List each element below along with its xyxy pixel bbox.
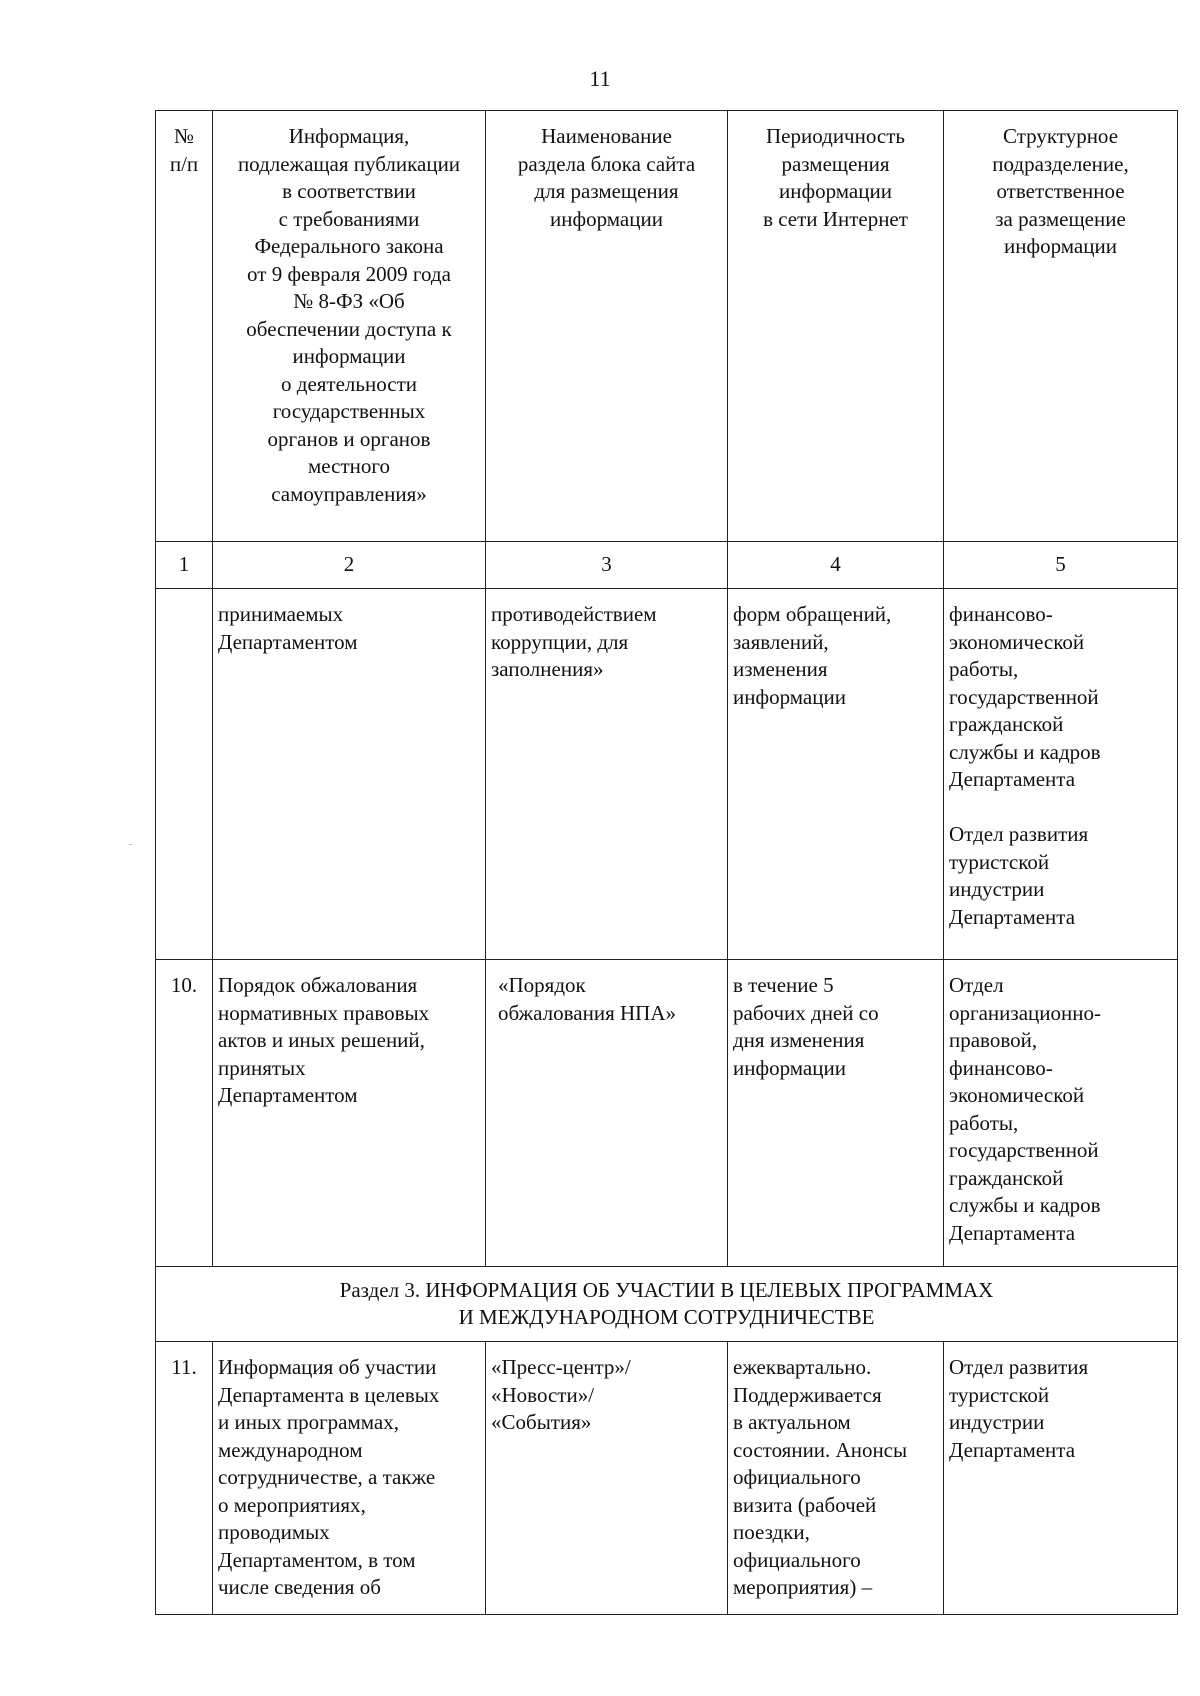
row-responsible: Отдел организационно- правовой, финансово- экономической работы, государственной гражданской службы и кадров Департамента <box>944 960 1178 1267</box>
row-info: Порядок обжалования нормативных правовых актов и иных решений, принятых Департаментом <box>213 960 486 1267</box>
page-number: 11 <box>589 66 611 91</box>
row-number: 10. <box>156 960 213 1267</box>
row-periodicity: форм обращений, заявлений, изменения информации <box>728 589 944 960</box>
section-3-title: Раздел 3. ИНФОРМАЦИЯ ОБ УЧАСТИИ В ЦЕЛЕВЫХ ПРОГРАММАХ И МЕЖДУНАРОДНОМ СОТРУДНИЧЕСТВЕ <box>156 1267 1178 1342</box>
section-header-row <box>156 1267 1178 1342</box>
header-responsible: Структурное подразделение, ответственное за размещение информации <box>944 111 1178 542</box>
row-section: противодействием коррупции, для заполнения» <box>486 589 728 960</box>
row-info: Информация об участии Департамента в целевых и иных программах, международном сотрудничестве, а также о мероприятиях, проводимых Департаментом, в том числе сведения об <box>213 1342 486 1615</box>
row-responsible: Отдел развития туристской индустрии Департамента <box>944 1342 1178 1615</box>
row-section: «Пресс-центр»/ «Новости»/ «События» <box>486 1342 728 1615</box>
row-periodicity: в течение 5 рабочих дней со дня изменения информации <box>728 960 944 1267</box>
column-number: 3 <box>486 542 728 589</box>
header-periodicity: Периодичность размещения информации в сети Интернет <box>728 111 944 542</box>
header-info: Информация, подлежащая публикации в соответствии с требованиями Федерального закона от 9 февраля 2009 года № 8-ФЗ «Об обеспечении доступа к информации о деятельности государственных органов и органов местного самоуправления» <box>213 111 486 542</box>
column-number: 4 <box>728 542 944 589</box>
row-section: «Порядок обжалования НПА» <box>486 960 728 1267</box>
header-number: № п/п <box>156 111 213 542</box>
row-periodicity: ежеквартально. Поддерживается в актуальном состоянии. Анонсы официального визита (рабочей поездки, официального мероприятия) – <box>728 1342 944 1615</box>
header-section: Наименование раздела блока сайта для размещения информации <box>486 111 728 542</box>
column-numbers-row <box>156 542 1178 589</box>
column-number: 5 <box>944 542 1178 589</box>
table-header-row <box>156 111 1178 542</box>
scan-mark <box>129 844 132 845</box>
row-number: 11. <box>156 1342 213 1615</box>
row-info: принимаемых Департаментом <box>213 589 486 960</box>
responsible-unit: Отдел развития туристской индустрии Департамента <box>949 822 1089 929</box>
publication-table <box>155 110 1178 1615</box>
column-number: 1 <box>156 542 213 589</box>
table-row <box>156 1342 1178 1615</box>
table-row <box>156 589 1178 960</box>
row-responsible <box>944 589 1178 960</box>
row-number <box>156 589 213 960</box>
responsible-unit: финансово- экономической работы, государственной гражданской службы и кадров Департамента <box>949 602 1101 791</box>
table-row <box>156 960 1178 1267</box>
column-number: 2 <box>213 542 486 589</box>
